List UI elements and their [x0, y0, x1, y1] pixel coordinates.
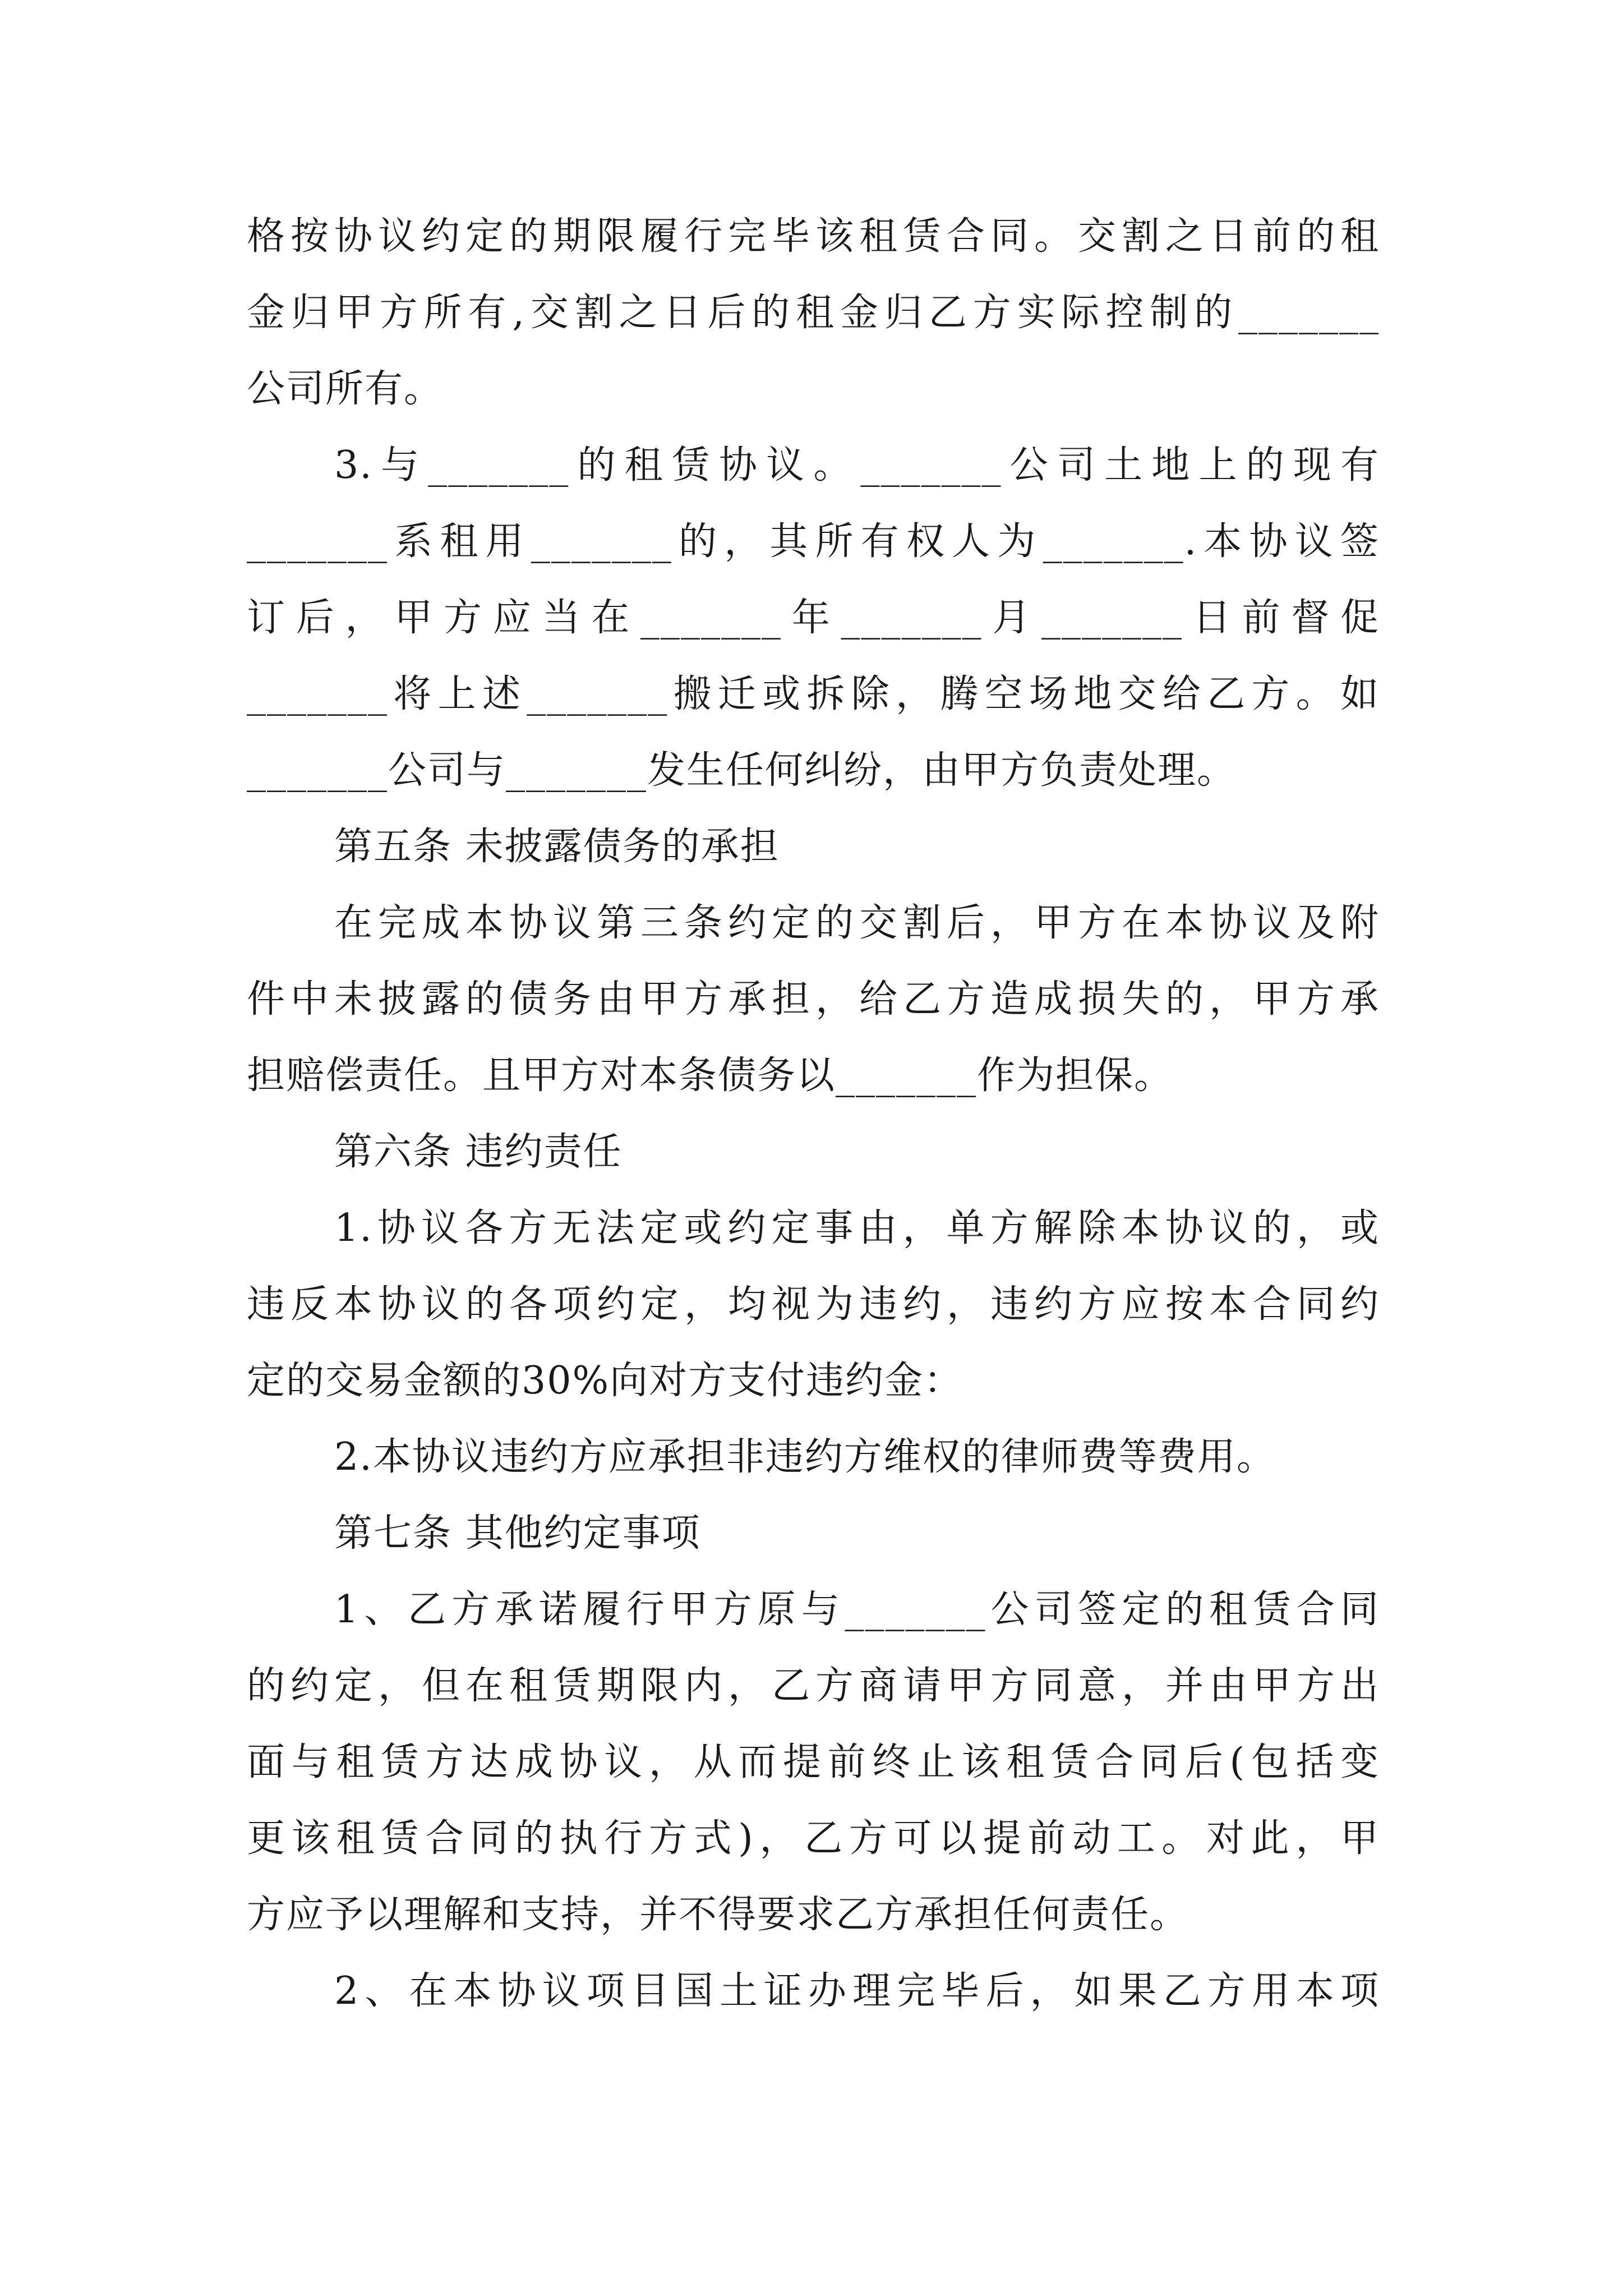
paragraph-line: 2.本协议违约方应承担非违约方维权的律师费等费用。	[334, 1435, 1276, 1479]
paragraph-line: 更该租赁合同的执行方式)，乙方可以提前动工。对此，甲	[247, 1816, 1380, 1861]
section-heading: 第五条 未披露债务的承担	[334, 825, 780, 869]
paragraph-line: _______将上述_______搬迁或拆除，腾空场地交给乙方。如	[247, 672, 1380, 716]
paragraph-line: _______系租用_______的，其所有权人为_______.本协议签	[247, 519, 1380, 564]
paragraph-line: 3.与_______的租赁协议。_______公司土地上的现有	[334, 443, 1380, 487]
paragraph-line: 违反本协议的各项约定，均视为违约，违约方应按本合同约	[247, 1282, 1380, 1327]
paragraph-line: 1.协议各方无法定或约定事由，单方解除本协议的，或	[334, 1206, 1380, 1250]
paragraph-line: 担赔偿责任。且甲方对本条债务以_______作为担保。	[247, 1053, 1174, 1098]
paragraph-line: 金归甲方所有,交割之日后的租金归乙方实际控制的_______	[247, 291, 1380, 335]
paragraph-line: 面与租赁方达成协议，从而提前终止该租赁合同后(包括变	[247, 1740, 1380, 1784]
section-heading: 第七条 其他约定事项	[334, 1511, 701, 1556]
paragraph-line: 1、乙方承诺履行甲方原与_______公司签定的租赁合同	[334, 1588, 1380, 1632]
paragraph-line: 格按协议约定的期限履行完毕该租赁合同。交割之日前的租	[247, 214, 1380, 259]
paragraph-line: 2、在本协议项目国土证办理完毕后，如果乙方用本项	[334, 1969, 1380, 2013]
paragraph-line: 件中未披露的债务由甲方承担，给乙方造成损失的，甲方承	[247, 977, 1380, 1022]
paragraph-line: 在完成本协议第三条约定的交割后，甲方在本协议及附	[334, 901, 1380, 945]
paragraph-line: 定的交易金额的30%向对方支付违约金：	[247, 1359, 963, 1403]
section-heading: 第六条 违约责任	[334, 1130, 623, 1174]
paragraph-line: 的约定，但在租赁期限内，乙方商请甲方同意，并由甲方出	[247, 1664, 1380, 1708]
paragraph-line: 订后，甲方应当在_______年_______月_______日前督促	[247, 596, 1380, 640]
paragraph-line: _______公司与_______发生任何纠纷，由甲方负责处理。	[247, 748, 1237, 793]
paragraph-line: 方应予以理解和支持，并不得要求乙方承担任何责任。	[247, 1893, 1189, 1937]
paragraph-line: 公司所有。	[247, 367, 444, 411]
